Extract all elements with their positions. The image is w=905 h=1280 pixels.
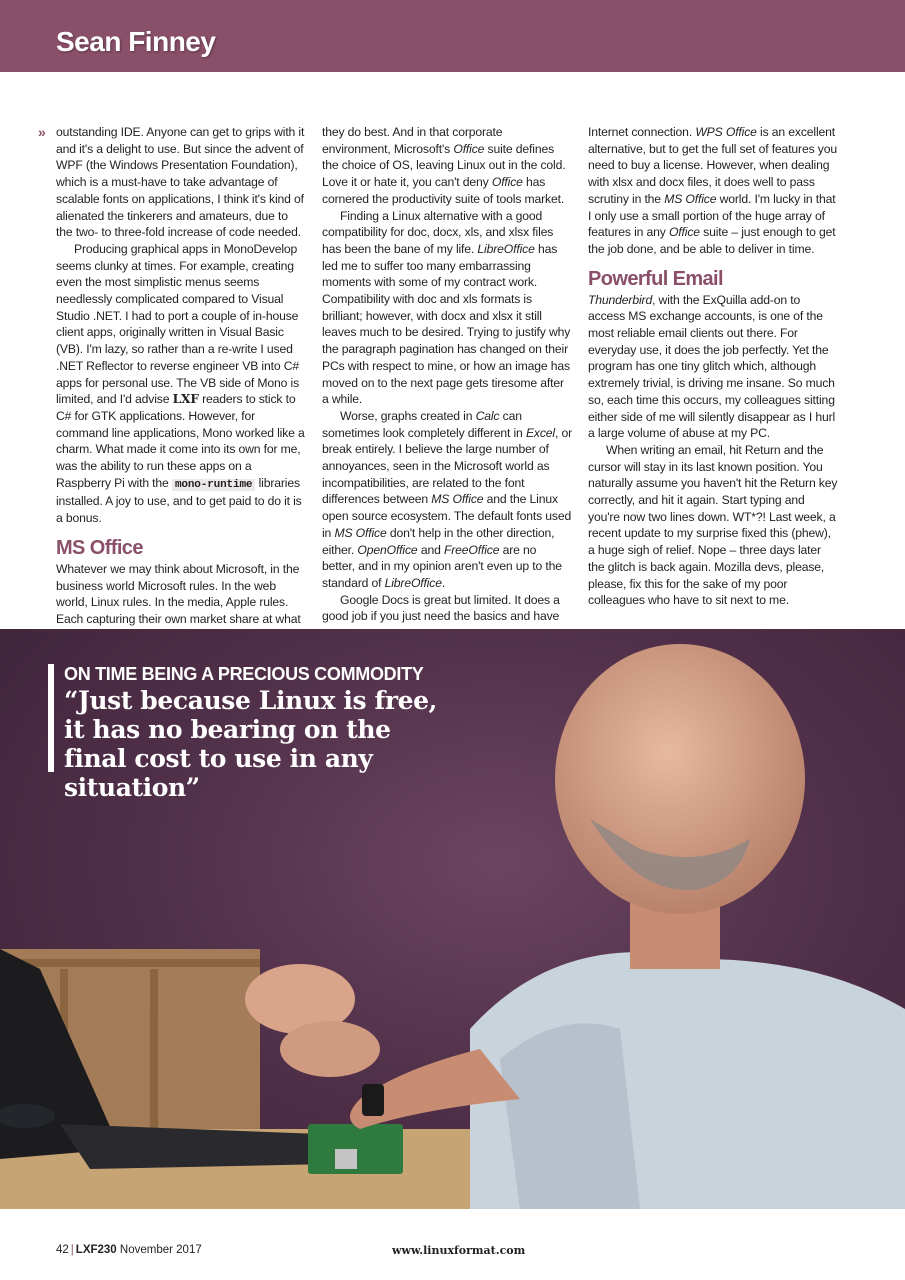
pull-quote [48,664,448,802]
paragraph: Thunderbird, with the ExQuilla add-on to access MS exchange accounts, is one of the most reliable email clients out there. For everyday use, it does the job perfectly. Yet the program has one tiny glitch which, although extremely trivial, is driving me insane. So much so, each time this occurs, my colleagues sitting either side of me will silently disappear as I hurl a large volume of abuse at my PC. [588,292,836,441]
footer-separator: | [70,1244,74,1256]
page-footer [56,1244,856,1260]
column-2 [322,124,572,642]
paragraph: When writing an email, hit Return and the cursor will stay in its last known position. You naturally assume you haven't hit the Return key correctly, and hit it again. Start typing and you're now two lines down. WT*?! Last week, a recent update to my surprise fixed this (phew), a huge sigh of relief. Nope – three days later the glitch is back again. Mozilla devs, please, please, fix this for the sake of my poor colleagues who have to sit next to me. [588,442,838,608]
paragraph: Whatever we may think about Microsoft, in the business world Microsoft rules. In the web world, Linux rules. In the media, Apple rules. Each capturing their own market share at what [56,561,301,626]
page-number: 42 [56,1244,69,1256]
footer-url[interactable]: www.linuxformat.com [392,1244,526,1257]
section-heading-ms-office: MS Office [56,536,143,559]
paragraph: outstanding IDE. Anyone can get to grips with it and it's a delight to use. But since the advent of WPF (the Windows Presentation Foundation), which is a must-have to take advantage of scalable fonts on applications, I think it's kind of alienated the tinkerers and amateurs, due to the two- to three-fold increase of code needed. [56,125,305,240]
pull-quote-rule [48,664,54,772]
inline-code: mono-runtime [172,479,255,491]
paragraph: Finding a Linux alternative with a good compatibility for doc, docx, xls, and xlsx files has been the bane of my life. LibreOffice has led me to suffer too many embarrassing moments with some of my contract work. Compatibility with doc and xls formats is brilliant; however, with docx and xlsx it still leaves much to be desired. Trying to justify why the paragraph pagination has changed on their PCs with respect to mine, or how an image has moved on to the next page gets tiresome after a while. [322,208,571,407]
author-name-header: Sean Finney [56,26,216,57]
paragraph: Google Docs is great but limited. It does a good job if you just need the basics and have [322,592,560,624]
pull-quote-kicker: ON TIME BEING A PRECIOUS COMMODITY [64,664,424,684]
issue-date: November 2017 [119,1244,202,1256]
paragraph: they do best. And in that corporate environment, Microsoft's Office suite defines the choice of OS, leaving Linux out in the cold. Love it or hate it, you can't deny Office has cornered the productivity suite of tools market. [322,125,566,206]
lxf-brand: LXF [172,392,199,407]
paragraph: Worse, graphs created in Calc can sometimes look completely different in Excel, or break entirely. I believe the large number of annoyances, seen in the Microsoft world as incompatibilities, are related to the font differences between MS Office and the Linux open source ecosystem. The default fonts used in MS Office don't help in the other direction, either. OpenOffice and FreeOffice are no better, and in my opinion aren't even up to the standard of LibreOffice. [322,408,573,590]
paragraph: Producing graphical apps in MonoDevelop seems clunky at times. For example, creating even the most simplistic menus seems needlessly complicated compared to Visual Studio .NET. I had to port a couple of in-house client apps, originally written in Visual Basic (VB). I'm lazy, so rather than a re-write I used .NET Reflector to reverse engineer VB into C# apps for personal use. The VB side of Mono is limited, and I'd advise LXF readers to stick to C# for GTK applications. However, for command line applications, Mono worked like a charm. What made it come into its own for me, was the ability to run these apps on a Raspberry Pi with the mono-runtime libraries installed. A joy to use, and to get paid to do it is a bonus. [56,241,305,526]
issue-number: LXF230 [75,1244,117,1256]
pull-quote-text: “Just because Linux is free, it has no bearing on the final cost to use in any situation” [64,686,437,802]
column-3 [588,124,838,609]
paragraph: Internet connection. WPS Office is an excellent alternative, but to get the full set of features you need to buy a license. However, when dealing with xlsx and docx files, it does well to pass scrutiny in the MS Office world. I'm lucky in that I only use a small portion of the huge array of features in any Office suite – just enough to get the job done, and be able to deliver in time. [588,125,837,256]
continued-arrow-icon: » [38,124,46,140]
section-heading-powerful-email: Powerful Email [588,267,723,290]
footer-folio [56,1244,202,1256]
article-columns [38,124,840,626]
column-1 [38,124,306,628]
